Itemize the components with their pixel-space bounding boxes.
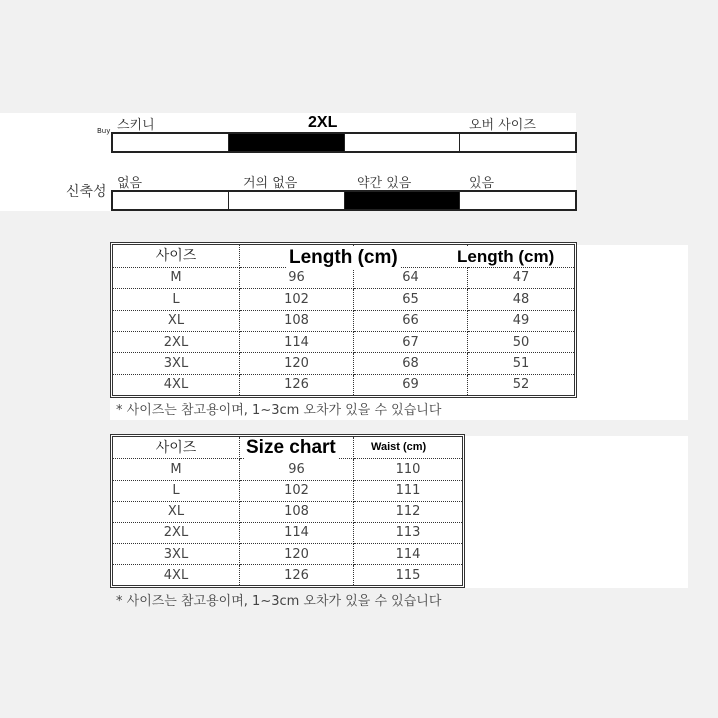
cell: 111	[354, 480, 463, 501]
cell: 96	[240, 267, 354, 288]
table-row	[113, 289, 574, 310]
stretch-seg-1	[113, 192, 229, 209]
cell: 120	[240, 543, 354, 564]
cell: 50	[468, 331, 575, 352]
table2-waist-header-overlay: Waist (cm)	[371, 441, 427, 453]
cell: 64	[354, 267, 468, 288]
table-row	[113, 331, 574, 352]
fit-seg-2	[229, 134, 345, 151]
table-row	[113, 501, 462, 522]
cell: 114	[240, 522, 354, 543]
cell: XL	[113, 310, 240, 331]
table-row	[113, 522, 462, 543]
cell: L	[113, 289, 240, 310]
cell: 114	[354, 543, 463, 564]
cell: 126	[240, 374, 354, 395]
table-row	[113, 459, 462, 480]
table-row	[113, 267, 574, 288]
table-row	[113, 565, 462, 585]
selected-size: 2XL	[308, 114, 338, 131]
cell: 4XL	[113, 374, 240, 395]
table-row	[113, 353, 574, 374]
fit-label-oversize: 오버 사이즈	[469, 118, 536, 133]
cell: 115	[395, 567, 421, 583]
cell: 48	[468, 289, 575, 310]
cell: 113	[354, 522, 463, 543]
table-row	[113, 310, 574, 331]
cell: 102	[240, 289, 354, 310]
table2-title-overlay: Size chart	[246, 437, 336, 458]
cell: 52	[512, 377, 530, 393]
cell: 3XL	[113, 543, 240, 564]
cell: 114	[240, 331, 354, 352]
fit-label-skinny: 스키니	[117, 118, 155, 133]
stretch-label-none: 없음	[117, 176, 143, 191]
fit-scale	[111, 132, 577, 153]
table1-note: * 사이즈는 참고용이며, 1~3cm 오차가 있을 수 있습니다	[116, 403, 442, 418]
cell: 49	[468, 310, 575, 331]
table-row	[113, 480, 462, 501]
cell: L	[113, 480, 240, 501]
stretch-label-little: 거의 없음	[243, 176, 298, 191]
header-size: 사이즈	[113, 437, 240, 459]
stretch-scale	[111, 190, 577, 211]
table1-title-overlay: Length (cm)	[289, 247, 398, 268]
cell: 4XL	[113, 565, 240, 585]
cell: 2XL	[113, 331, 240, 352]
cell: 126	[240, 565, 354, 585]
cell: 47	[468, 267, 575, 288]
table-row	[113, 374, 574, 395]
cell: 66	[354, 310, 468, 331]
cell: 120	[240, 353, 354, 374]
cell: 2XL	[113, 522, 240, 543]
stretch-label-yes: 있음	[469, 176, 495, 191]
table1-length-header-overlay: Length (cm)	[457, 247, 555, 266]
cell: 69	[354, 374, 468, 395]
table-row	[113, 543, 462, 564]
fit-seg-1	[113, 134, 229, 151]
stretch-seg-3	[345, 192, 461, 209]
stretch-seg-2	[229, 192, 345, 209]
cell: 102	[240, 480, 354, 501]
buy-label: Buy	[97, 127, 111, 135]
cell: M	[113, 459, 240, 480]
fit-seg-4	[460, 134, 575, 151]
cell: 3XL	[113, 353, 240, 374]
cell: 65	[354, 289, 468, 310]
cell: 108	[240, 501, 354, 522]
cell: 68	[354, 353, 468, 374]
stretch-label-some: 약간 있음	[357, 176, 412, 191]
cell: 67	[354, 331, 468, 352]
table2-note: * 사이즈는 참고용이며, 1~3cm 오차가 있을 수 있습니다	[116, 594, 442, 609]
stretch-seg-4	[460, 192, 575, 209]
cell: 110	[354, 459, 463, 480]
cell: 51	[468, 353, 575, 374]
header-size: 사이즈	[113, 245, 240, 267]
stretch-title: 신축성	[66, 184, 107, 200]
cell: M	[113, 267, 240, 288]
cell: 96	[240, 459, 354, 480]
cell: XL	[113, 501, 240, 522]
fit-seg-3	[345, 134, 461, 151]
cell: 108	[240, 310, 354, 331]
cell: 112	[354, 501, 463, 522]
